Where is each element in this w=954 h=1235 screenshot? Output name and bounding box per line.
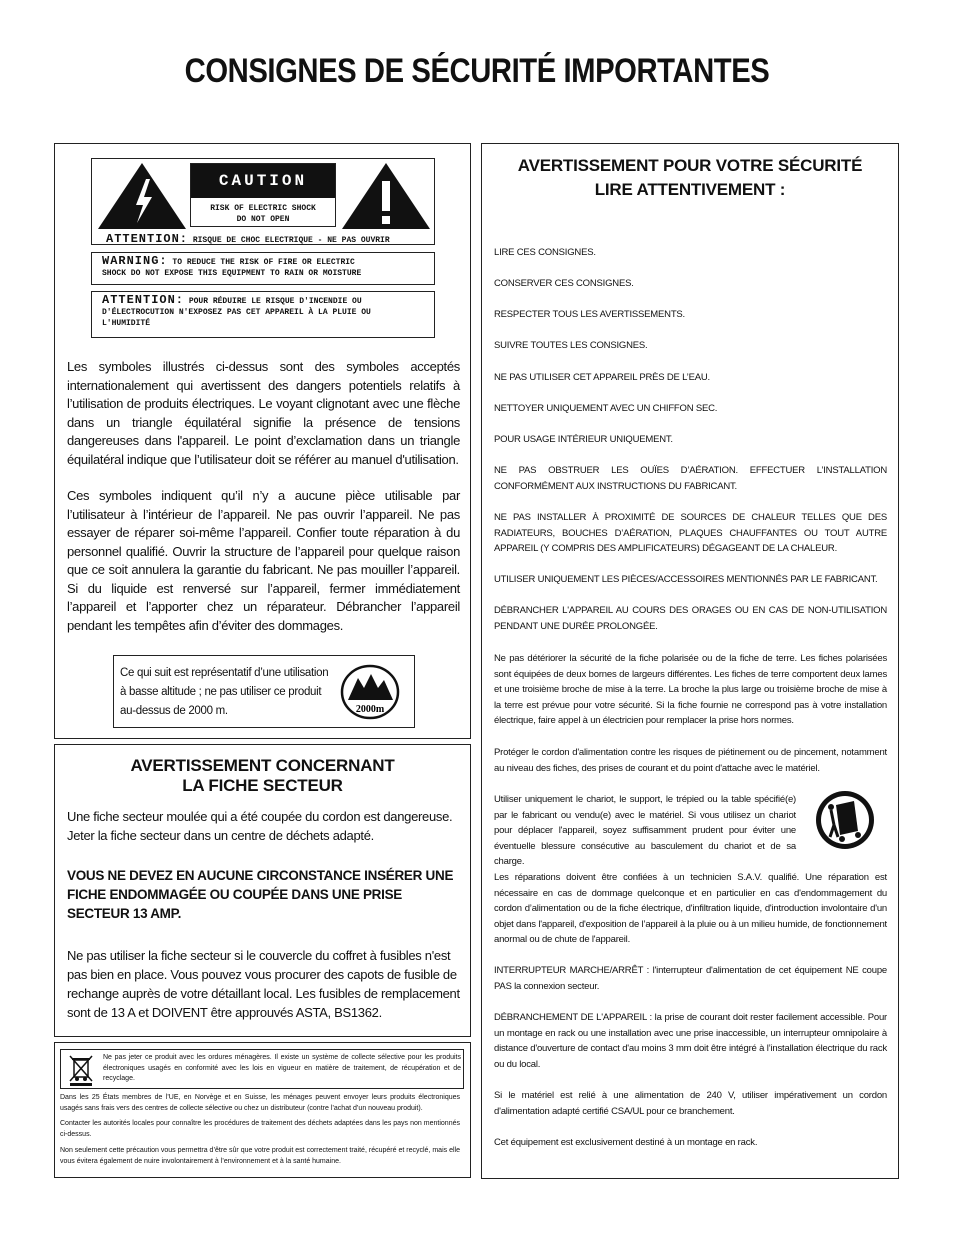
safety-title	[482, 154, 898, 202]
caution-label-box	[91, 158, 435, 245]
plug-paragraph-1: Une fiche secteur moulée qui a été coupée du cordon est dangereuse. Jeter la fiche secteur dans un centre de déchets adapté.	[67, 809, 453, 843]
weee-paragraph-1: Dans les 25 États membres de l’UE, en Norvège et en Suisse, les ménages peuvent envoyer leurs produits électroniques usagés sans frais vers des centres de collecte sélective ou chez un distributeur (contre l’achat d’un nouveau produit).	[60, 1094, 460, 1112]
caution-attention-text: RISQUE DE CHOC ELECTRIQUE - NE PAS OUVRIR	[192, 236, 390, 245]
safety-item: LIRE CES CONSIGNES.	[494, 247, 596, 258]
altitude-mountain-icon	[340, 664, 400, 720]
plug-title	[55, 756, 470, 796]
safety-instructions-panel	[481, 143, 899, 1179]
plug-paragraph-2: VOUS NE DEVEZ EN AUCUNE CIRCONSTANCE INSÉRER UNE FICHE ENDOMMAGÉE OU COUPÉE DANS UNE PRISE SECTEUR 13 AMP.	[67, 868, 454, 921]
safety-item: INTERRUPTEUR MARCHE/ARRÊT : l'interrupteur d'alimentation de cet équipement NE coupe PAS la connexion secteur.	[494, 965, 887, 992]
safety-item: SUIVRE TOUTES LES CONSIGNES.	[494, 340, 648, 351]
safety-item: DÉBRANCHEMENT DE L'APPAREIL : la prise de courant doit rester facilement accessible. Pour un montage en rack ou une installation avec une prise inaccessible, un interrupteur omnipolaire à distance d'ouverture de contact d'au moins 3 mm doit être intégré à l’installation électrique du rack ou du local.	[494, 1012, 887, 1070]
attention2-head: ATTENTION:	[102, 293, 185, 307]
page-title: CONSIGNES DE SÉCURITÉ IMPORTANTES	[184, 52, 770, 90]
crossed-bin-icon	[67, 1054, 95, 1086]
cart-tip-over-icon	[814, 787, 876, 853]
caution-attention	[106, 232, 390, 246]
plug-paragraph-3: Ne pas utiliser la fiche secteur si le couvercle du coffret à fusibles n'est pas bien en place. Vous pouvez vous procurer des capots de fusible de rechange auprès de votre détaillant local. Les fusibles de remplacement sont de 13 A et DOIVENT être approuvés ASTA, BS1362.	[67, 948, 460, 1020]
safety-item: NE PAS INSTALLER À PROXIMITÉ DE SOURCES DE CHALEUR TELLES QUE DES RADIATEURS, BOUCHES D’AÉRATION, PLAQUES CHAUFFANTES OU TOUT AUTRE APPAREIL (Y COMPRIS DES AMPLIFICATEURS) DÉGAGEANT DE LA CHALEUR.	[494, 512, 887, 555]
altitude-text: Ce qui suit est représentatif d’une utilisation à basse altitude ; ne pas utiliser ce produit au-dessus de 2000 m.	[120, 667, 329, 717]
safety-item: Les réparations doivent être confiées à un technicien S.A.V. qualifié. Une réparation est nécessaire en cas de dommage quelconque et en particulier en cas d'endommagement du cordon d’alimentation ou de la fiche électrique, d'infiltration liquide, d'introduction involontaire d'un objet dans l'appareil, d'exposition de l’appareil à la pluie ou à un milieu humide, de fonctionnement anormal ou de chute de l'appareil.	[494, 872, 887, 946]
safety-item: NE PAS UTILISER CET APPAREIL PRÈS DE L’EAU.	[494, 372, 710, 383]
plug-warning-panel	[54, 744, 471, 1037]
safety-title-line1: AVERTISSEMENT POUR VOTRE SÉCURITÉ	[517, 156, 863, 175]
safety-item: POUR USAGE INTÉRIEUR UNIQUEMENT.	[494, 434, 673, 445]
attention2-text1: POUR RÉDUIRE LE RISQUE D'INCENDIE OU	[188, 297, 362, 306]
safety-item: NETTOYER UNIQUEMENT AVEC UN CHIFFON SEC.	[494, 403, 718, 414]
altitude-icon-label: 2000m	[355, 704, 385, 715]
caution-sub-line2: DO NOT OPEN	[236, 215, 290, 224]
weee-paragraph-3: Non seulement cette précaution vous permettra d’être sûr que votre produit est correctement traité, récupéré et recyclé, mais elle vous évitera également de nuire involontairement à l’environnement et à la santé humaine.	[60, 1147, 460, 1165]
safety-item: UTILISER UNIQUEMENT LES PIÈCES/ACCESSOIRES MENTIONNÉS PAR LE FABRICANT.	[494, 574, 878, 585]
safety-item: Cet équipement est exclusivement destiné à un montage en rack.	[494, 1137, 758, 1148]
symbols-paragraph-2: Ces symboles indiquent qu’il n’y a aucune pièce utilisable par l’utilisateur à l’intérieur de l’appareil. Ne pas ouvrir l’appareil. Ne pas essayer de réparer soi-même l’appareil. Confier toute réparation à du personnel qualifié. Ouvrir la structure de l’appareil pour quelque raison que ce soit annulera la garantie du fabricant. Ne pas mouiller l’appareil. Si du liquide est renversé sur l’appareil, fermer immédiatement l’appareil et l’apporter chez un réparateur. Débrancher l’appareil pendant les tempêtes afin d’éviter des dommages.	[67, 488, 460, 633]
weee-box	[60, 1049, 464, 1089]
caution-label: CAUTION	[191, 164, 335, 198]
caution-sub-line1: RISK OF ELECTRIC SHOCK	[210, 204, 316, 213]
safety-item: Ne pas détériorer la sécurité de la fiche polarisée ou de la fiche de terre. Les fiches polarisées sont équipées de deux bornes de largeurs différentes. Les fiches de terre comportent deux lames et une troisième broche de mise à la terre. La broche la plus large ou troisième broche de mise à la terre est prévue pour votre sécurité. Si la fiche fournie ne correspond pas à votre installation électrique, faire appel à un électricien pour remplacer la prise hors normes.	[494, 653, 887, 727]
warning-text1: TO REDUCE THE RISK OF FIRE OR ELECTRIC	[172, 258, 355, 267]
weee-panel	[54, 1042, 471, 1178]
weee-paragraph-2: Contacter les autorités locales pour connaître les procédures de traitement des déchets adaptées dans les pays non mentionnés ci-dessus.	[60, 1120, 460, 1138]
safety-item: CONSERVER CES CONSIGNES.	[494, 278, 634, 289]
exclamation-warning-icon	[340, 161, 432, 231]
plug-title-line2: LA FICHE SECTEUR	[182, 776, 343, 795]
warning-text2: SHOCK DO NOT EXPOSE THIS EQUIPMENT TO RAIN OR MOISTURE	[102, 269, 362, 278]
caution-attention-head: ATTENTION:	[106, 232, 189, 246]
attention-box	[91, 291, 435, 338]
altitude-box	[113, 655, 415, 728]
weee-boxed-text: Ne pas jeter ce produit avec les ordures ménagères. Il existe un système de collecte sélective pour les produits électroniques usagés en conformité avec les lois en vigueur en matière de traitement, de récupération et de recyclage.	[103, 1054, 461, 1082]
warning-box	[91, 252, 435, 285]
warning-head: WARNING:	[102, 254, 168, 268]
symbols-paragraph-1: Les symboles illustrés ci-dessus sont des symboles acceptés internationalement qui avertissent des dangers potentiels relatifs à l’utilisation de produits électriques. Le voyant clignotant avec une flèche dans un triangle équilatéral signifie la présence de tensions dangereuses dans l'appareil. Le point d’exclamation dans un triangle équilatéral indique que l’utilisateur doit se référer au manuel d'utilisation.	[67, 359, 460, 467]
attention2-text2: D'ÉLECTROCUTION N'EXPOSEZ PAS CET APPAREIL À LA PLUIE OU	[102, 308, 371, 317]
symbols-panel	[54, 143, 471, 739]
attention2-text3: L'HUMIDITÉ	[102, 319, 151, 328]
safety-item: Utiliser uniquement le chariot, le support, le trépied ou la table spécifié(e) par le fabricant ou vendu(e) avec le matériel. Si vous utilisez un chariot pour déplacer l'appareil, soyez suffisamment prudent pour éviter une éventuelle blessure consécutive au basculement du chariot et de sa charge.	[494, 794, 796, 868]
safety-item: NE PAS OBSTRUER LES OUÏES D’AÉRATION. EFFECTUER L’INSTALLATION CONFORMÉMENT AUX INSTRUCTIONS DU FABRICANT.	[494, 465, 887, 492]
safety-title-line2: LIRE ATTENTIVEMENT :	[594, 180, 786, 199]
lightning-warning-icon	[96, 161, 188, 231]
safety-item: RESPECTER TOUS LES AVERTISSEMENTS.	[494, 309, 685, 320]
safety-item: Si le matériel est relié à une alimentation de 240 V, utiliser impérativement un cordon d'alimentation adapté certifié CSA/UL pour ce branchement.	[494, 1090, 887, 1117]
safety-item: DÉBRANCHER L'APPAREIL AU COURS DES ORAGES OU EN CAS DE NON-UTILISATION PENDANT UNE DURÉE PROLONGÉE.	[494, 605, 887, 632]
caution-center	[190, 163, 336, 227]
plug-title-line1: AVERTISSEMENT CONCERNANT	[130, 756, 395, 775]
safety-item: Protéger le cordon d'alimentation contre les risques de piétinement ou de pincement, notamment au niveau des fiches, des prises de courant et du point d'attache avec le matériel.	[494, 747, 887, 774]
